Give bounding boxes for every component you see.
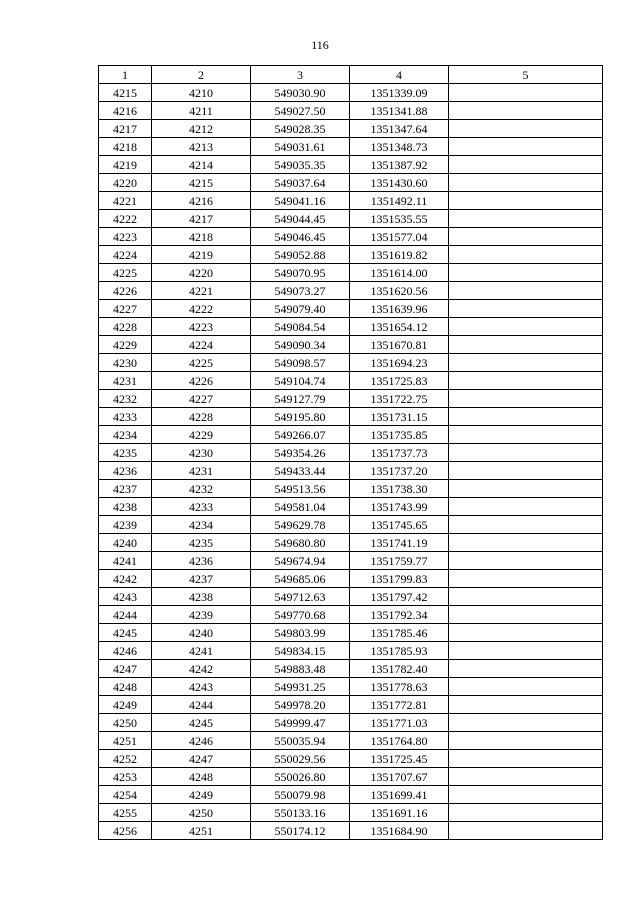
- table-cell-col2: 4234: [152, 516, 251, 534]
- table-cell-col5: [449, 156, 603, 174]
- table-cell-col2: 4213: [152, 138, 251, 156]
- table-cell-col5: [449, 192, 603, 210]
- table-row: [99, 228, 603, 246]
- table-cell-col1: 4230: [99, 354, 152, 372]
- table-row: [99, 336, 603, 354]
- table-cell-col1: 4252: [99, 750, 152, 768]
- table-cell-col5: [449, 768, 603, 786]
- table-cell-col3: 549098.57: [251, 354, 350, 372]
- table-row: [99, 678, 603, 696]
- table-cell-col5: [449, 552, 603, 570]
- table-row: [99, 102, 603, 120]
- table-cell-col2: 4244: [152, 696, 251, 714]
- table-cell-col3: 549931.25: [251, 678, 350, 696]
- table-cell-col5: [449, 822, 603, 840]
- table-row: [99, 786, 603, 804]
- table-cell-col4: 1351341.88: [350, 102, 449, 120]
- table-row: [99, 84, 603, 102]
- table-cell-col3: 549354.26: [251, 444, 350, 462]
- table-cell-col2: 4216: [152, 192, 251, 210]
- table-cell-col5: [449, 570, 603, 588]
- table-row: [99, 282, 603, 300]
- table-cell-col2: 4223: [152, 318, 251, 336]
- table-row: [99, 768, 603, 786]
- table-cell-col4: 1351699.41: [350, 786, 449, 804]
- table-cell-col3: 550079.98: [251, 786, 350, 804]
- table-row: [99, 192, 603, 210]
- table-row: [99, 480, 603, 498]
- table-cell-col3: 550026.80: [251, 768, 350, 786]
- table-cell-col4: 1351792.34: [350, 606, 449, 624]
- table-cell-col2: 4210: [152, 84, 251, 102]
- table-cell-col2: 4230: [152, 444, 251, 462]
- table-cell-col5: [449, 228, 603, 246]
- table-row: [99, 210, 603, 228]
- table-cell-col5: [449, 588, 603, 606]
- table-cell-col5: [449, 408, 603, 426]
- table-cell-col5: [449, 696, 603, 714]
- table-cell-col4: 1351694.23: [350, 354, 449, 372]
- table-cell-col4: 1351764.80: [350, 732, 449, 750]
- table-cell-col4: 1351348.73: [350, 138, 449, 156]
- table-cell-col1: 4242: [99, 570, 152, 588]
- table-row: [99, 750, 603, 768]
- table-cell-col3: 549084.54: [251, 318, 350, 336]
- table-cell-col2: 4235: [152, 534, 251, 552]
- table-cell-col2: 4249: [152, 786, 251, 804]
- table-cell-col5: [449, 444, 603, 462]
- table-row: [99, 714, 603, 732]
- table-cell-col4: 1351731.15: [350, 408, 449, 426]
- table-cell-col4: 1351738.30: [350, 480, 449, 498]
- table-cell-col3: 549883.48: [251, 660, 350, 678]
- table-cell-col4: 1351785.46: [350, 624, 449, 642]
- table-row: [99, 534, 603, 552]
- table-cell-col4: 1351430.60: [350, 174, 449, 192]
- table-cell-col1: 4217: [99, 120, 152, 138]
- table-row: [99, 516, 603, 534]
- table-cell-col3: 550174.12: [251, 822, 350, 840]
- table-row: [99, 732, 603, 750]
- table-cell-col2: 4243: [152, 678, 251, 696]
- table-row: [99, 300, 603, 318]
- table-cell-col1: 4220: [99, 174, 152, 192]
- column-header-2: 2: [152, 66, 251, 84]
- table-cell-col3: 549629.78: [251, 516, 350, 534]
- table-row: [99, 624, 603, 642]
- table-cell-col4: 1351670.81: [350, 336, 449, 354]
- table-row: [99, 174, 603, 192]
- table-header-row: [99, 66, 603, 84]
- table-cell-col2: 4212: [152, 120, 251, 138]
- table-cell-col4: 1351737.73: [350, 444, 449, 462]
- table-cell-col1: 4238: [99, 498, 152, 516]
- table-cell-col3: 549030.90: [251, 84, 350, 102]
- table-cell-col2: 4225: [152, 354, 251, 372]
- table-cell-col3: 549104.74: [251, 372, 350, 390]
- table-cell-col4: 1351771.03: [350, 714, 449, 732]
- table-cell-col2: 4246: [152, 732, 251, 750]
- table-cell-col1: 4240: [99, 534, 152, 552]
- table-cell-col1: 4227: [99, 300, 152, 318]
- table-cell-col1: 4241: [99, 552, 152, 570]
- table-cell-col5: [449, 426, 603, 444]
- table-cell-col4: 1351577.04: [350, 228, 449, 246]
- table-cell-col3: 549581.04: [251, 498, 350, 516]
- coordinates-table: [98, 65, 603, 840]
- table-row: [99, 642, 603, 660]
- table-cell-col1: 4246: [99, 642, 152, 660]
- table-cell-col4: 1351387.92: [350, 156, 449, 174]
- table-cell-col2: 4215: [152, 174, 251, 192]
- table-cell-col5: [449, 660, 603, 678]
- table-cell-col2: 4231: [152, 462, 251, 480]
- table-cell-col4: 1351707.67: [350, 768, 449, 786]
- table-cell-col1: 4231: [99, 372, 152, 390]
- table-cell-col5: [449, 174, 603, 192]
- table-row: [99, 264, 603, 282]
- table-cell-col3: 549079.40: [251, 300, 350, 318]
- table-cell-col1: 4237: [99, 480, 152, 498]
- table-cell-col5: [449, 534, 603, 552]
- table-cell-col5: [449, 246, 603, 264]
- table-cell-col1: 4225: [99, 264, 152, 282]
- table-cell-col5: [449, 318, 603, 336]
- table-cell-col5: [449, 282, 603, 300]
- table-cell-col3: 550133.16: [251, 804, 350, 822]
- column-header-5: 5: [449, 66, 603, 84]
- table-cell-col5: [449, 606, 603, 624]
- table-cell-col4: 1351722.75: [350, 390, 449, 408]
- table-cell-col1: 4239: [99, 516, 152, 534]
- table-row: [99, 696, 603, 714]
- table-cell-col3: 549803.99: [251, 624, 350, 642]
- table-row: [99, 372, 603, 390]
- table-cell-col3: 550035.94: [251, 732, 350, 750]
- table-cell-col2: 4219: [152, 246, 251, 264]
- table-cell-col5: [449, 120, 603, 138]
- table-cell-col4: 1351492.11: [350, 192, 449, 210]
- table-cell-col3: 549685.06: [251, 570, 350, 588]
- table-cell-col4: 1351797.42: [350, 588, 449, 606]
- table-cell-col4: 1351639.96: [350, 300, 449, 318]
- table-cell-col3: 549433.44: [251, 462, 350, 480]
- table-cell-col5: [449, 516, 603, 534]
- table-cell-col5: [449, 642, 603, 660]
- table-cell-col5: [449, 480, 603, 498]
- table-cell-col4: 1351620.56: [350, 282, 449, 300]
- table-cell-col1: 4251: [99, 732, 152, 750]
- table-cell-col5: [449, 354, 603, 372]
- table-row: [99, 318, 603, 336]
- table-cell-col2: 4227: [152, 390, 251, 408]
- table-cell-col2: 4229: [152, 426, 251, 444]
- table-cell-col3: 549044.45: [251, 210, 350, 228]
- table-cell-col4: 1351691.16: [350, 804, 449, 822]
- table-cell-col5: [449, 138, 603, 156]
- table-cell-col5: [449, 84, 603, 102]
- table-cell-col1: 4215: [99, 84, 152, 102]
- table-cell-col2: 4237: [152, 570, 251, 588]
- table-cell-col5: [449, 102, 603, 120]
- table-cell-col2: 4226: [152, 372, 251, 390]
- table-cell-col2: 4240: [152, 624, 251, 642]
- table-row: [99, 552, 603, 570]
- table-row: [99, 588, 603, 606]
- table-cell-col5: [449, 804, 603, 822]
- table-cell-col3: 549046.45: [251, 228, 350, 246]
- table-cell-col4: 1351339.09: [350, 84, 449, 102]
- table-cell-col3: 549770.68: [251, 606, 350, 624]
- table-cell-col4: 1351684.90: [350, 822, 449, 840]
- table-cell-col3: 549070.95: [251, 264, 350, 282]
- table-cell-col2: 4222: [152, 300, 251, 318]
- table-cell-col3: 549041.16: [251, 192, 350, 210]
- table-row: [99, 444, 603, 462]
- table-cell-col2: 4211: [152, 102, 251, 120]
- column-header-3: 3: [251, 66, 350, 84]
- table-cell-col5: [449, 678, 603, 696]
- table-cell-col3: 549978.20: [251, 696, 350, 714]
- table-cell-col1: 4233: [99, 408, 152, 426]
- table-row: [99, 462, 603, 480]
- table-cell-col1: 4256: [99, 822, 152, 840]
- table-cell-col4: 1351772.81: [350, 696, 449, 714]
- table-row: [99, 138, 603, 156]
- page-number: 116: [311, 38, 329, 52]
- table-cell-col2: 4228: [152, 408, 251, 426]
- table-cell-col3: 549027.50: [251, 102, 350, 120]
- table-cell-col1: 4254: [99, 786, 152, 804]
- table-cell-col2: 4245: [152, 714, 251, 732]
- table-cell-col1: 4232: [99, 390, 152, 408]
- table-cell-col2: 4224: [152, 336, 251, 354]
- table-cell-col3: 549999.47: [251, 714, 350, 732]
- table-cell-col2: 4247: [152, 750, 251, 768]
- table-cell-col1: 4253: [99, 768, 152, 786]
- table-cell-col3: 549090.34: [251, 336, 350, 354]
- table-cell-col5: [449, 732, 603, 750]
- table-row: [99, 408, 603, 426]
- table-cell-col5: [449, 264, 603, 282]
- table-cell-col3: 549834.15: [251, 642, 350, 660]
- table-cell-col2: 4241: [152, 642, 251, 660]
- table-cell-col3: 549712.63: [251, 588, 350, 606]
- table-cell-col3: 549031.61: [251, 138, 350, 156]
- table-cell-col3: 550029.56: [251, 750, 350, 768]
- table-row: [99, 390, 603, 408]
- table-cell-col2: 4239: [152, 606, 251, 624]
- table-cell-col3: 549513.56: [251, 480, 350, 498]
- table-cell-col1: 4243: [99, 588, 152, 606]
- table-cell-col3: 549680.80: [251, 534, 350, 552]
- table-cell-col5: [449, 750, 603, 768]
- table-cell-col4: 1351535.55: [350, 210, 449, 228]
- table-row: [99, 822, 603, 840]
- table-cell-col1: 4249: [99, 696, 152, 714]
- table-cell-col2: 4233: [152, 498, 251, 516]
- table-cell-col4: 1351782.40: [350, 660, 449, 678]
- table-cell-col4: 1351654.12: [350, 318, 449, 336]
- table-cell-col2: 4248: [152, 768, 251, 786]
- table-row: [99, 246, 603, 264]
- table-row: [99, 426, 603, 444]
- table-cell-col4: 1351725.45: [350, 750, 449, 768]
- column-header-1: 1: [99, 66, 152, 84]
- table-row: [99, 354, 603, 372]
- table-cell-col1: 4229: [99, 336, 152, 354]
- table-cell-col1: 4223: [99, 228, 152, 246]
- table-cell-col1: 4219: [99, 156, 152, 174]
- table-cell-col4: 1351759.77: [350, 552, 449, 570]
- table-cell-col2: 4236: [152, 552, 251, 570]
- table-cell-col2: 4214: [152, 156, 251, 174]
- table-cell-col2: 4232: [152, 480, 251, 498]
- table-cell-col1: 4218: [99, 138, 152, 156]
- table-cell-col4: 1351741.19: [350, 534, 449, 552]
- table-cell-col3: 549674.94: [251, 552, 350, 570]
- table-cell-col4: 1351619.82: [350, 246, 449, 264]
- table-cell-col1: 4224: [99, 246, 152, 264]
- table-row: [99, 660, 603, 678]
- table-cell-col4: 1351347.64: [350, 120, 449, 138]
- table-cell-col4: 1351725.83: [350, 372, 449, 390]
- table-cell-col4: 1351735.85: [350, 426, 449, 444]
- table-cell-col2: 4251: [152, 822, 251, 840]
- table-cell-col4: 1351614.00: [350, 264, 449, 282]
- table-row: [99, 570, 603, 588]
- table-cell-col4: 1351737.20: [350, 462, 449, 480]
- table-cell-col1: 4248: [99, 678, 152, 696]
- table-cell-col1: 4216: [99, 102, 152, 120]
- table-cell-col3: 549195.80: [251, 408, 350, 426]
- table-cell-col2: 4242: [152, 660, 251, 678]
- table-cell-col1: 4236: [99, 462, 152, 480]
- table-row: [99, 156, 603, 174]
- table-cell-col4: 1351785.93: [350, 642, 449, 660]
- table-cell-col5: [449, 336, 603, 354]
- table-cell-col4: 1351745.65: [350, 516, 449, 534]
- table-cell-col1: 4228: [99, 318, 152, 336]
- table-cell-col5: [449, 372, 603, 390]
- table-cell-col2: 4217: [152, 210, 251, 228]
- table-cell-col5: [449, 300, 603, 318]
- table-cell-col2: 4221: [152, 282, 251, 300]
- table-cell-col5: [449, 210, 603, 228]
- table-row: [99, 120, 603, 138]
- table-cell-col5: [449, 390, 603, 408]
- table-cell-col3: 549266.07: [251, 426, 350, 444]
- table-row: [99, 804, 603, 822]
- table-cell-col3: 549127.79: [251, 390, 350, 408]
- table-cell-col1: 4250: [99, 714, 152, 732]
- table-cell-col2: 4218: [152, 228, 251, 246]
- table-cell-col3: 549052.88: [251, 246, 350, 264]
- table-cell-col1: 4235: [99, 444, 152, 462]
- table-cell-col5: [449, 714, 603, 732]
- table-cell-col1: 4245: [99, 624, 152, 642]
- table-cell-col3: 549073.27: [251, 282, 350, 300]
- table-cell-col1: 4234: [99, 426, 152, 444]
- table-cell-col5: [449, 786, 603, 804]
- table-cell-col5: [449, 498, 603, 516]
- table-cell-col1: 4247: [99, 660, 152, 678]
- table-body: [99, 84, 603, 840]
- table-cell-col1: 4222: [99, 210, 152, 228]
- table-cell-col2: 4220: [152, 264, 251, 282]
- table-cell-col2: 4238: [152, 588, 251, 606]
- table-cell-col4: 1351743.99: [350, 498, 449, 516]
- table-row: [99, 498, 603, 516]
- table-cell-col4: 1351778.63: [350, 678, 449, 696]
- table-cell-col5: [449, 624, 603, 642]
- table-cell-col3: 549028.35: [251, 120, 350, 138]
- table-cell-col4: 1351799.83: [350, 570, 449, 588]
- table-cell-col2: 4250: [152, 804, 251, 822]
- table-cell-col3: 549035.35: [251, 156, 350, 174]
- table-cell-col3: 549037.64: [251, 174, 350, 192]
- table-cell-col1: 4221: [99, 192, 152, 210]
- table-cell-col1: 4244: [99, 606, 152, 624]
- table-cell-col1: 4255: [99, 804, 152, 822]
- column-header-4: 4: [350, 66, 449, 84]
- table-cell-col5: [449, 462, 603, 480]
- table-row: [99, 606, 603, 624]
- table-cell-col1: 4226: [99, 282, 152, 300]
